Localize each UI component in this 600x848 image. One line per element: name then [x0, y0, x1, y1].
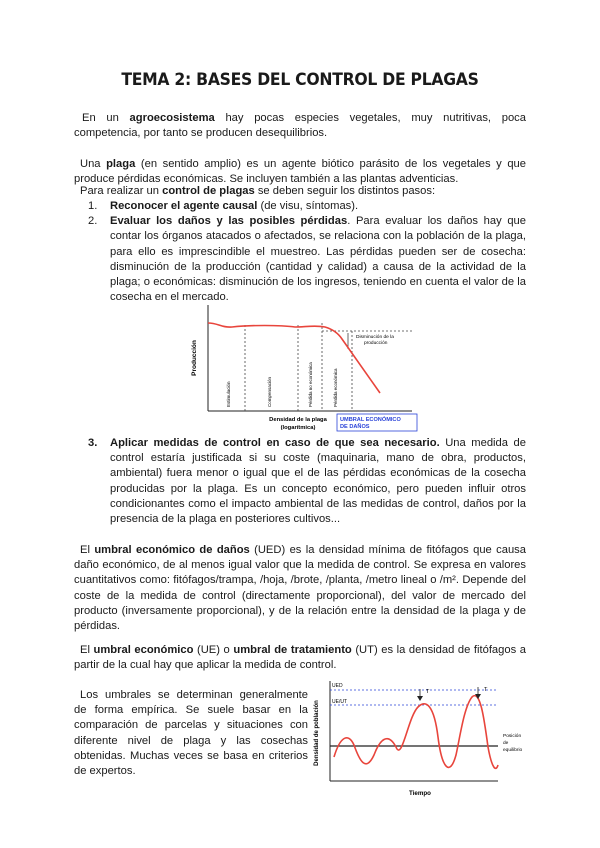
umbrales-paragraph — [74, 688, 308, 779]
chart2-y-label: Densidad de población — [314, 700, 320, 766]
equilibrium-label-2: de — [503, 741, 509, 746]
treatment-label-2: T — [484, 687, 488, 693]
arrow-down-icon — [417, 696, 423, 701]
chart1-y-label: Producción — [191, 340, 198, 376]
ue-text-pre: El — [80, 644, 94, 656]
list-item — [88, 199, 526, 214]
ut-term: umbral de tratamiento — [233, 644, 352, 656]
step-number: 1. — [88, 200, 98, 212]
production-curve — [208, 323, 380, 393]
ued-box-label-1: UMBRAL ECONÓMICO — [340, 417, 401, 423]
chart1-x-label-1: Densidad de la plaga — [269, 417, 327, 423]
production-vs-density-chart — [190, 303, 440, 437]
ued-term: umbral económico de daños — [94, 544, 250, 556]
annotation-line-2: producción — [364, 341, 388, 346]
pasos-text-post: se deben seguir los distintos pasos: — [254, 185, 436, 197]
equilibrium-label-3: equilibrio — [503, 748, 523, 753]
plaga-term: plaga — [106, 158, 136, 170]
list-item — [88, 214, 526, 305]
pasos-text-pre: Para realizar un — [80, 185, 163, 197]
list-item — [88, 436, 526, 527]
page-title: TEMA 2: BASES DEL CONTROL DE PLAGAS — [121, 70, 479, 90]
step-title: Reconocer el agente causal — [110, 200, 258, 212]
steps-list-b — [88, 436, 526, 527]
plaga-text-pre: Una — [80, 158, 107, 170]
intro-text-pre: En un — [82, 112, 130, 124]
step-text: Una medida de control estaría justificada si su coste (maquinaria, mano de obra, productos, ambiental) fuera menor o igual que el de las pérdidas económicas de la cosecha producidas por la plaga. Es un concepto económico, pero pueden influir otros condicionantes como el impacto ambiental de las medidas de control, daños por la presencia de la plaga en posteriores cultivos... — [110, 437, 526, 526]
zone-label: Pérdida no económica — [308, 362, 313, 407]
step-title: Evaluar los daños y las posibles pérdidas — [110, 215, 348, 228]
ue-ut-line-label: UE/UT — [332, 699, 347, 705]
ue-paragraph — [74, 643, 526, 673]
ued-line-label: UED — [332, 683, 343, 689]
umbrales-text: Los umbrales se determinan generalmente de forma empírica. Se suele basar en la comparación de parcelas y situaciones con diferente nivel de plaga y las cosechas obtenidas. Muchas veces se basa en criterios de expertos. — [74, 689, 308, 778]
ued-text-post: (UED) es la densidad mínima de fitófagos que causa daño económico, de al menos igual valor que la medida de control. Se expresa en valores cuantitativos como: fitófagos/trampa, /hoja, /brote, /planta, /metro lineal o /m². Depende del coste de la medida de control (directamente proporcional), del valor de mercado del producto (inversamente proporcional), y de la relación entre la densidad de la plaga y de pérdidas. — [74, 544, 526, 633]
ue-term: umbral económico — [93, 644, 194, 656]
intro-text-post: hay pocas especies vegetales, muy nutritivas, poca competencia, por tanto se producen desequilibrios. — [74, 112, 526, 140]
equilibrium-label-1: Posición — [503, 734, 522, 739]
step-number: 2. — [88, 215, 98, 228]
step-number: 3. — [88, 437, 98, 449]
step-text: (de visu, síntomas). — [257, 200, 359, 212]
ued-paragraph — [74, 543, 526, 634]
plaga-paragraph — [74, 157, 526, 187]
population-density-chart — [310, 677, 532, 801]
population-curve — [334, 696, 498, 769]
intro-term: agroecosistema — [129, 112, 215, 124]
chart1-x-label-2: (logarítmica) — [280, 425, 316, 431]
ued-text-pre: El — [80, 544, 95, 556]
steps-list-a — [88, 199, 526, 305]
step-title: Aplicar medidas de control en caso de que sea necesario. — [110, 437, 440, 449]
treatment-label-1: T — [426, 689, 430, 695]
ue-text-mid: (UE) o — [193, 644, 234, 656]
plaga-text-post: (en sentido amplio) es un agente biótico parásito de los vegetales y que produce pérdidas económicas. Se incluyen también a las plantas adventicias. — [74, 158, 526, 186]
ue-text-post: (UT) es la densidad de fitófagos a partir de la cual hay que aplicar la medida de control. — [74, 644, 526, 672]
ued-box-label-2: DE DAÑOS — [340, 424, 370, 430]
zone-label: Compensación — [267, 376, 272, 407]
step-text: . Para evaluar los daños hay que contar los órganos atacados o afectados, se relaciona con la población de la plaga, para ello es imprescindible el muestreo. Las pérdidas pueden ser de cosecha: disminución de la producción (cantidad y calidad) a causa de la actividad de la plaga; o económicas: disminución de los ingresos, teniendo en cuenta el valor de la cosecha en el mercado. — [110, 215, 526, 304]
annotation-line-1: Disminución de la — [356, 335, 394, 340]
pasos-intro — [80, 184, 532, 199]
zone-label: Pérdida económica — [333, 368, 338, 407]
zone-label: Estimulación — [226, 381, 231, 407]
chart2-x-label: Tiempo — [409, 790, 431, 797]
pasos-term: control de plagas — [162, 185, 255, 197]
intro-paragraph — [74, 111, 526, 141]
